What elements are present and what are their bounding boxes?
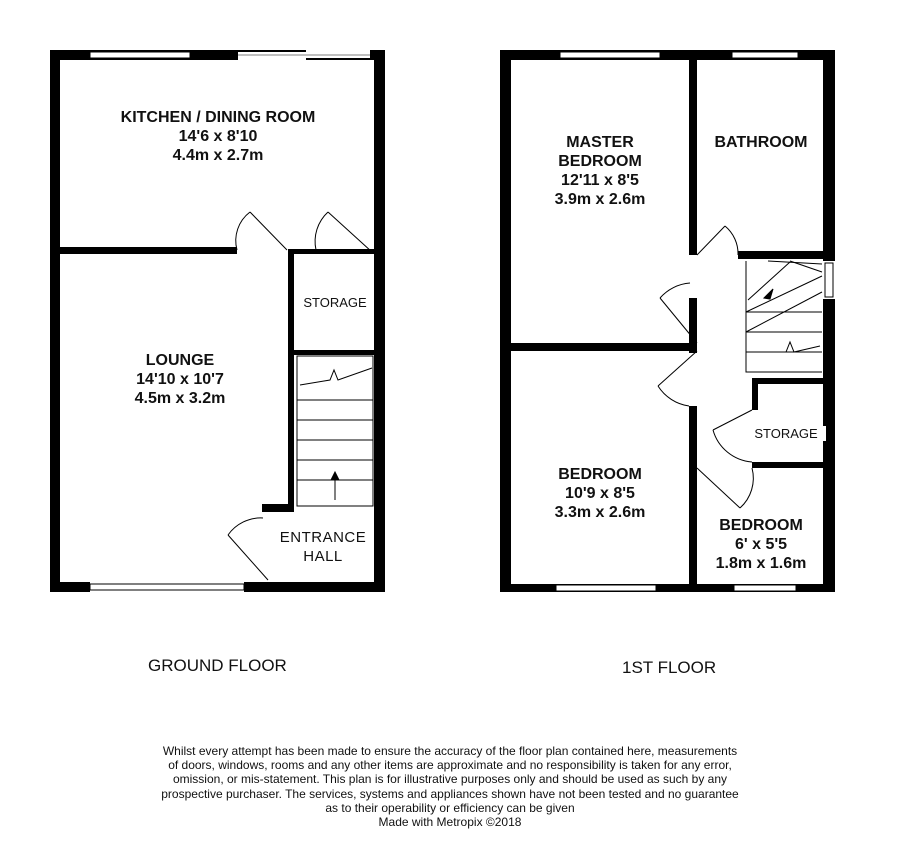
wall-storage-top — [289, 249, 379, 254]
wall-storage-left — [752, 378, 758, 410]
wall-storage-left — [288, 249, 294, 512]
storage-door-leaf — [328, 212, 372, 252]
wall-storage-bottom — [752, 462, 830, 468]
wall-kitchen-lounge — [55, 247, 237, 254]
wall-right-lower — [823, 299, 835, 592]
wall-master-bath — [689, 55, 697, 255]
wall-hall-stub — [262, 504, 294, 512]
ground-floor-stairs — [297, 356, 373, 506]
room-size-imperial: 14'6 x 8'10 — [178, 128, 258, 145]
kitchen-door-swing — [236, 212, 250, 250]
disclaimer-line: Whilst every attempt has been made to ensure the accuracy of the floor plan contained here, measurements — [162, 744, 738, 758]
room-size-metric: 1.8m x 1.6m — [715, 555, 807, 572]
room-name: BEDROOM — [558, 466, 642, 483]
entrance-door-swing — [228, 518, 263, 535]
lounge-window — [90, 584, 244, 590]
room-name-line-1: MASTER — [566, 134, 634, 151]
hall-line-2: HALL — [303, 548, 343, 565]
room-name: KITCHEN / DINING ROOM — [120, 109, 316, 126]
room-name: LOUNGE — [145, 352, 215, 369]
first-storage-label: STORAGE — [746, 426, 826, 441]
first-floor-title: 1ST FLOOR — [622, 658, 717, 677]
bedroom-2-label — [530, 465, 670, 522]
wall-left — [500, 50, 511, 592]
room-size-metric: 4.5m x 3.2m — [134, 390, 226, 407]
master-window — [560, 52, 660, 58]
room-name: BEDROOM — [719, 517, 803, 534]
disclaimer-line: prospective purchaser. The services, systems and appliances shown have not been tested and no guarantee — [161, 786, 739, 801]
bedroom-3-label — [700, 516, 822, 573]
first-floor-doors — [658, 226, 753, 508]
wall-right-upper — [823, 50, 835, 261]
ground-floor-title: GROUND FLOOR — [148, 656, 287, 675]
bathroom-window — [732, 52, 798, 58]
wall-storage-bottom — [292, 350, 378, 355]
entrance-door-leaf — [228, 535, 268, 580]
room-size-metric: 4.4m x 2.7m — [172, 147, 264, 164]
wall-bedroom2-right — [689, 406, 697, 588]
room-size-metric: 3.3m x 2.6m — [554, 504, 646, 521]
room-size-imperial: 12'11 x 8'5 — [561, 172, 639, 189]
wall-bottom-right — [244, 582, 385, 592]
wall-left — [50, 50, 60, 592]
ground-storage-label: STORAGE — [297, 295, 373, 310]
wall-bottom-left — [50, 582, 90, 592]
room-size-metric: 3.9m x 2.6m — [554, 191, 646, 208]
kitchen-window — [90, 52, 190, 58]
wall-bath-landing — [738, 251, 830, 259]
storage-door-swing — [315, 212, 328, 250]
bedroom2-window — [556, 585, 656, 591]
disclaimer-line: omission, or mis-statement. This plan is for illustrative purposes only and should be used as such by any — [172, 772, 728, 787]
room-size-imperial: 6' x 5'5 — [734, 536, 788, 553]
wall-bedrooms-divider — [505, 343, 697, 351]
hall-line-1: ENTRANCE — [279, 529, 367, 546]
room-size-imperial: 14'10 x 10'7 — [136, 371, 224, 388]
disclaimer-line: of doors, windows, rooms and any other items are approximate and no responsibility is taken for any error, — [168, 758, 732, 773]
side-window — [825, 263, 833, 297]
disclaimer-line: as to their operability or efficiency can be given — [325, 800, 575, 815]
room-name-line-2: BEDROOM — [558, 153, 642, 170]
bathroom-label: BATHROOM — [714, 134, 808, 151]
lounge-label — [95, 351, 265, 408]
kitchen-door-leaf — [250, 212, 287, 250]
wall-right — [374, 50, 385, 592]
room-size-imperial: 10'9 x 8'5 — [565, 485, 635, 502]
master-bedroom-label — [530, 133, 670, 209]
kitchen-dining-label — [95, 108, 341, 165]
bedroom3-window — [734, 585, 796, 591]
entrance-hall-label — [266, 528, 380, 566]
first-floor-stairs — [746, 261, 822, 372]
wall-storage-top — [752, 378, 830, 384]
disclaimer-text — [60, 744, 840, 829]
made-with-credit: Made with Metropix ©2018 — [378, 815, 522, 830]
